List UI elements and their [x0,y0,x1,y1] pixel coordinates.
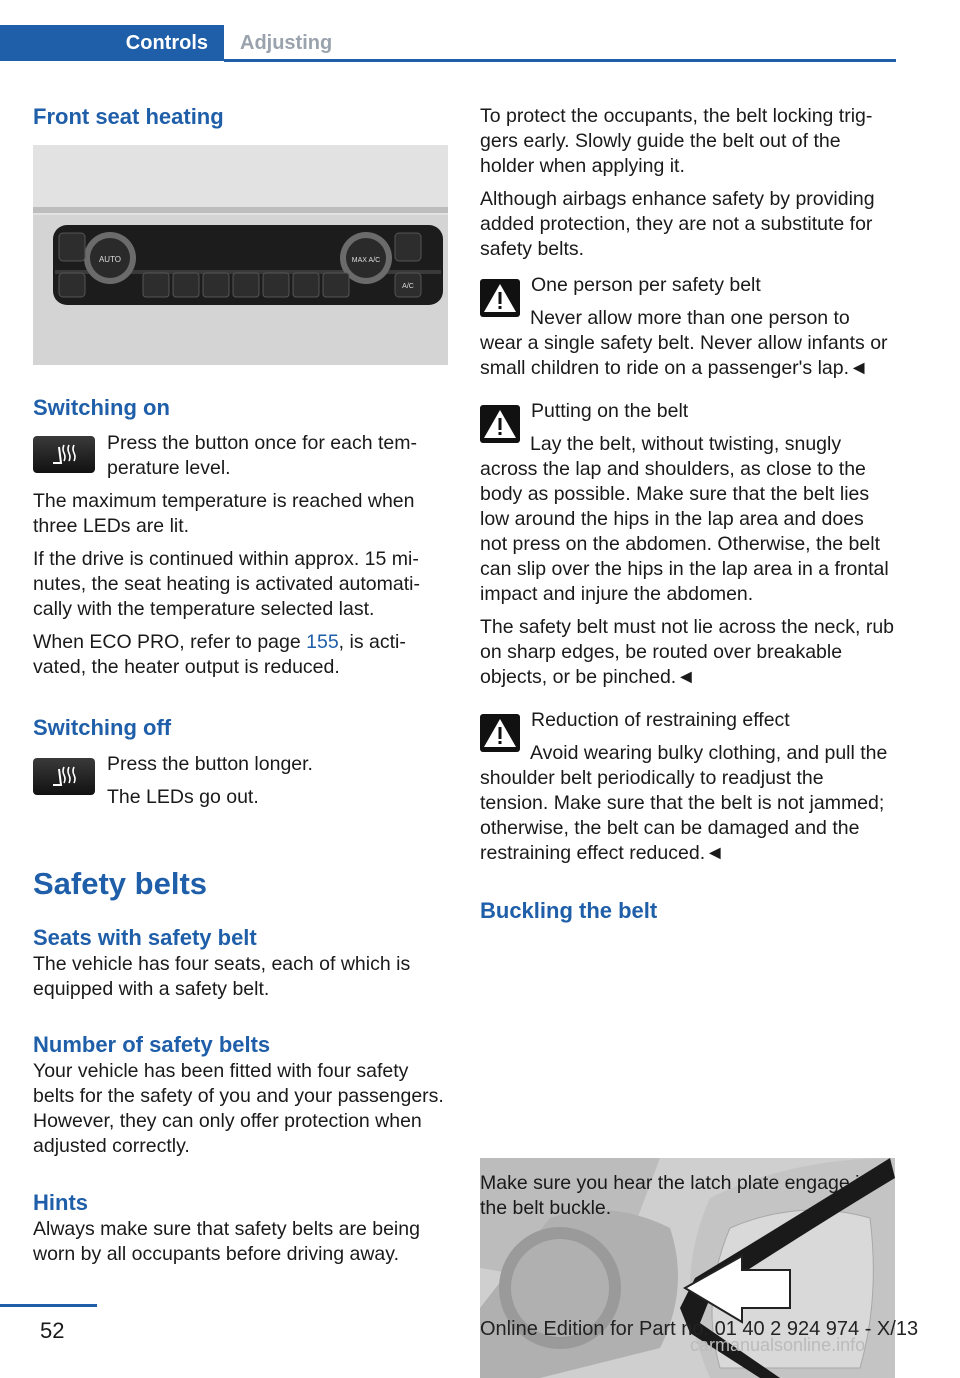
auto-label: AUTO [98,255,122,264]
page-link-155[interactable]: 155 [306,631,339,653]
warning1-text: Never allow more than one person to wear a single safety belt. Never allow infants or small children to ride on a passenger's lap.◄ [480,307,888,379]
protect-paragraph: To protect the occupants, the belt locking triggers early. Slowly guide the belt out of the holder when applying it. [480,105,873,177]
eco-pro-text-end: , is activated, the heater output is reduced. [33,631,406,678]
watermark: carmanualsonline.info [690,1335,866,1355]
number-section [33,1031,448,1167]
warning2-title: Putting on the belt [531,400,689,422]
warning2-body [480,432,895,698]
ac-label: A/C [402,283,414,290]
seat-heating-button-image [33,436,95,473]
switching-off-text [107,752,447,818]
seat-heating-button-image-2 [33,758,95,795]
hints-paragraph: Always make sure that safety belts are being worn by all occupants before driving away. [33,1218,420,1265]
tab-controls[interactable]: Controls [0,25,224,61]
right-intro [480,104,895,270]
eco-pro-text: When ECO PRO, refer to page [33,631,307,653]
left-column [33,103,448,131]
warning3-body [480,741,895,874]
warning1-title: One person per safety belt [531,274,761,296]
buckling-heading: Buckling the belt [480,898,658,923]
hints-section [33,1189,448,1275]
buckling-section [480,897,895,925]
switching-off-line1: Press the button longer. [107,753,313,775]
buckling-body [480,1171,895,1229]
switching-off-section [33,714,448,742]
safety-belts-section [33,865,448,903]
continued-paragraph: If the drive is continued within approx. 15 minutes, the seat heating is activated automatically with the temperature selected last. [33,548,420,620]
airbags-paragraph: Although airbags enhance safety by providing added protection, they are not a substitute for safety belts. [480,188,875,260]
front-seat-heating-heading: Front seat heating [33,104,224,129]
warning3-title: Reduction of restraining effect [531,709,790,731]
warning1-body [480,306,895,389]
max-temp-paragraph: The maximum temperature is reached when three LEDs are lit. [33,490,415,537]
edition-footer: Online Edition for Part no. 01 40 2 924 974 - X/13 [480,1318,919,1340]
max-ac-label: MAX A/C [351,257,381,264]
switching-on-text: Press the button once for each temperature level. [107,432,418,479]
switching-on-body [33,489,448,688]
tab-adjusting[interactable]: Adjusting [240,31,333,54]
switching-off-heading: Switching off [33,715,172,740]
warning3-text: Avoid wearing bulky clothing, and pull the shoulder belt periodically to readjust the tension. Make sure that the belt is not jammed; otherwise, the belt can be damaged and the restraining effect reduced.◄ [480,742,888,864]
hints-heading: Hints [33,1190,88,1215]
seats-paragraph: The vehicle has four seats, each of which is equipped with a safety belt. [33,953,411,1000]
eco-pro-paragraph [33,630,448,680]
seat-heating-icon [49,443,79,467]
warning2-text: Lay the belt, without twisting, snugly across the lap and shoulders, as close to the body as possible. Make sure that the belt lies low around the hips in the lap area and does not press on the abdomen. Otherwise, the belt can slip over the hips in the lap area in a frontal impact and injure the abdomen. [480,433,889,605]
number-paragraph: Your vehicle has been fitted with four safety belts for the safety of you and your passengers. However, they can only offer protection when adjusted correctly. [33,1060,444,1157]
page-number: 52 [40,1318,65,1343]
safety-belts-heading: Safety belts [33,866,208,901]
buckling-paragraph: Make sure you hear the latch plate engage in the belt buckle. [480,1172,871,1219]
number-heading: Number of safety belts [33,1032,271,1057]
switching-off-line2: The LEDs go out. [107,786,259,808]
header-rule [224,59,896,62]
seats-heading: Seats with safety belt [33,925,257,950]
switching-on-heading: Switching on [33,395,170,420]
warning2-text2: The safety belt must not lie across the neck, rub on sharp edges, be routed over breakable objects, or be pinched.◄ [480,616,895,688]
switching-on-section [33,394,448,422]
seats-section [33,924,448,1010]
seat-heating-icon [49,765,79,789]
page-number-rule [0,1304,97,1307]
climate-panel-photo [33,145,448,365]
